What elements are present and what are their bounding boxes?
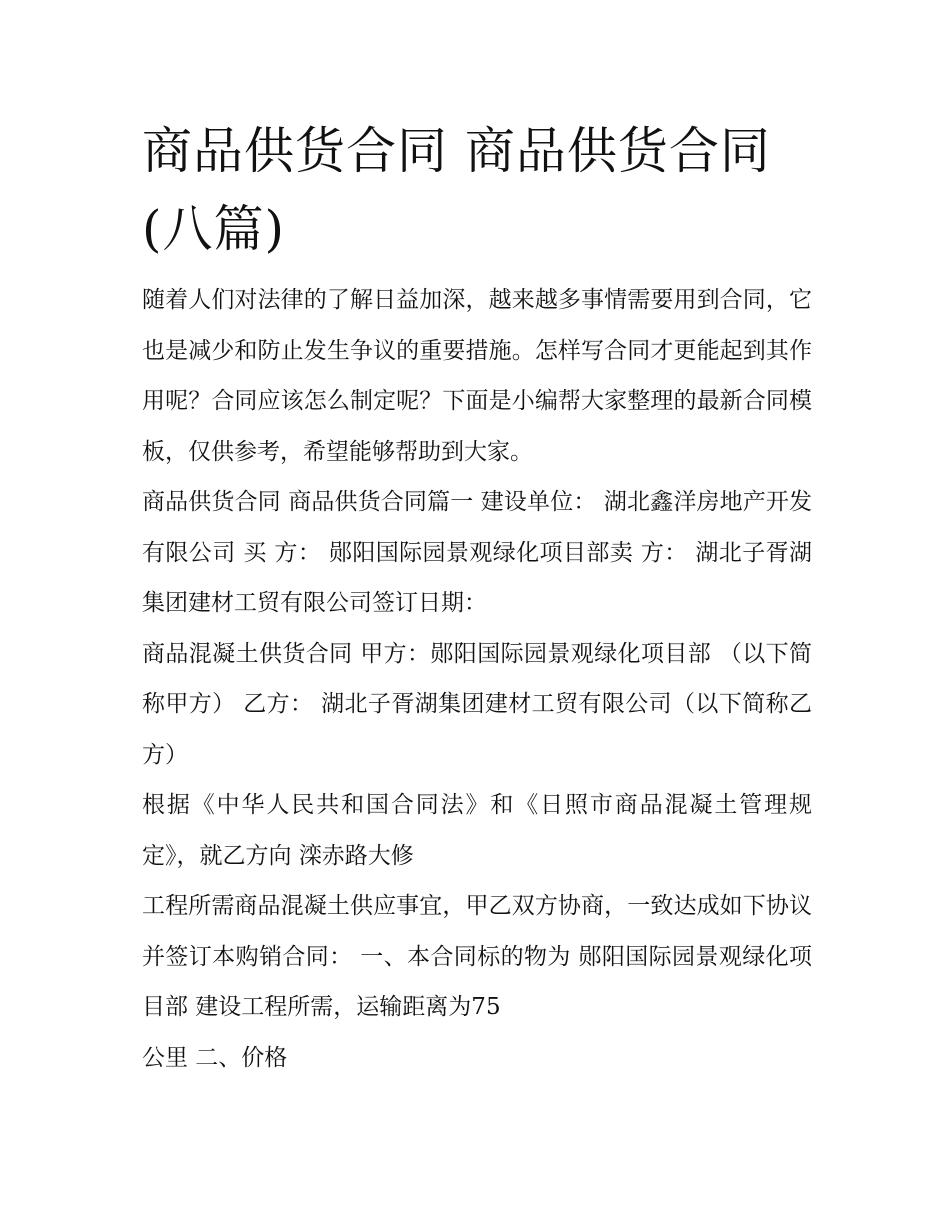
document-body — [142, 275, 812, 1083]
paragraph-legal-basis: 根据《中华人民共和国合同法》和《日照市商品混凝土管理规定》，就乙方向 滦赤路大修 — [142, 792, 812, 869]
paragraph-concrete-contract: 商品混凝土供货合同 甲方：郧阳国际园景观绿化项目部 （以下简称甲方） 乙方： 湖北子胥湖集团建材工贸有限公司（以下简称乙方） — [142, 640, 812, 768]
paragraph-price: 公里 二、价格 — [142, 1044, 288, 1071]
document-title: 商品供货合同 商品供货合同(八篇) — [142, 122, 771, 258]
paragraph-agreement: 工程所需商品混凝土供应事宜，甲乙双方协商，一致达成如下协议并签订本购销合同： 一、本合同标的物为 郧阳国际园景观绿化项目部 建设工程所需，运输距离为75 — [142, 893, 812, 1020]
paragraph-intro: 随着人们对法律的了解日益加深，越来越多事情需要用到合同，它也是减少和防止发生争议的重要措施。怎样写合同才更能起到其作用呢？合同应该怎么制定呢？下面是小编帮大家整理的最新合同模板，仅供参考，希望能够帮助到大家。 — [142, 287, 812, 465]
paragraph-contract-parties: 商品供货合同 商品供货合同篇一 建设单位： 湖北鑫洋房地产开发有限公司 买 方： 郧阳国际园景观绿化项目部卖 方： 湖北子胥湖集团建材工贸有限公司签订日期： — [142, 489, 812, 616]
